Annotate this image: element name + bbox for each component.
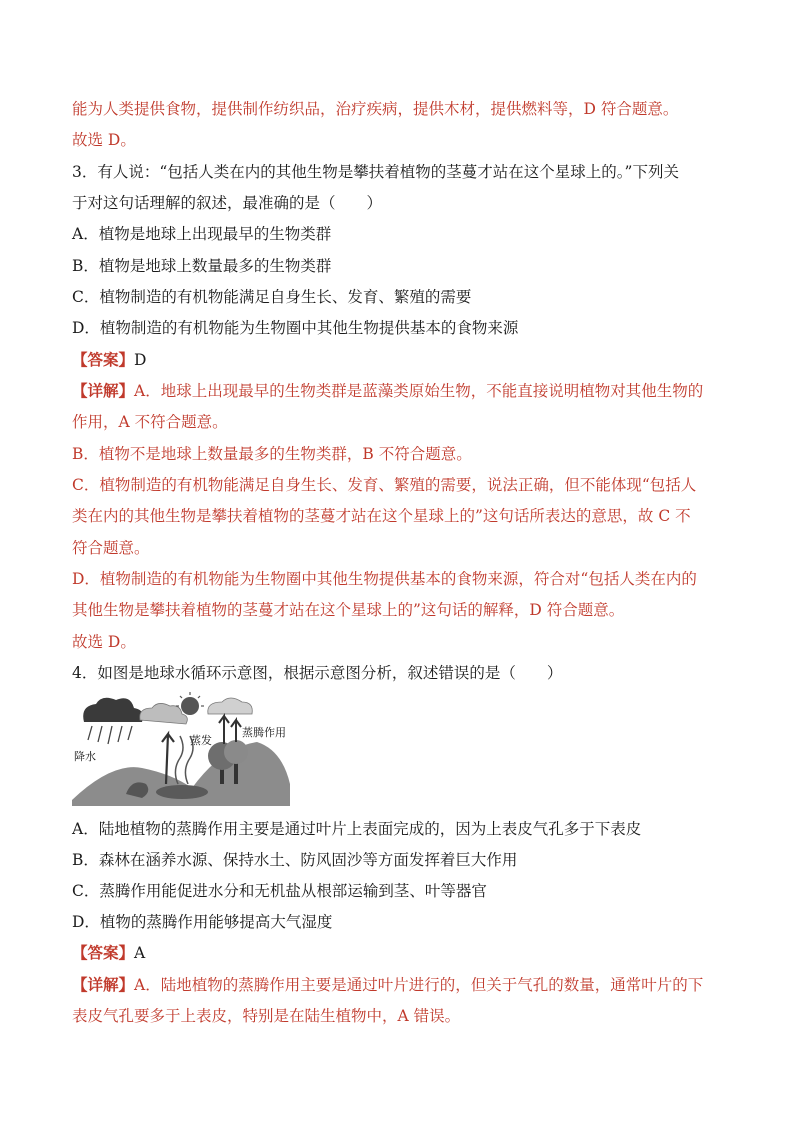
answer-tag: 【答案】 — [72, 350, 135, 369]
vapor-line-icon — [175, 736, 183, 784]
question-3-answer — [72, 350, 732, 370]
question-4-option-d: D．植物的蒸腾作用能够提高大气湿度 — [72, 913, 333, 931]
transpiration-label: 蒸腾作用 — [242, 726, 286, 739]
question-3-explain-6: 符合题意。 — [72, 539, 150, 557]
rain-cloud-icon — [83, 698, 143, 722]
question-3-explain-4: C．植物制造的有机物能满足自身生长、发育、繁殖的需要，说法正确，但不能体现“包括人 — [72, 476, 697, 494]
rain-drops-icon — [88, 726, 132, 744]
question-4-stem: 4．如图是地球水循环示意图，根据示意图分析，叙述错误的是（ ） — [72, 664, 563, 682]
question-3-option-d: D．植物制造的有机物能为生物圈中其他生物提供基本的食物来源 — [72, 319, 519, 337]
transpiration-arrow-icon-2 — [231, 720, 241, 742]
text-line-2: 故选 D。 — [72, 131, 136, 149]
answer-value-4: A — [134, 944, 146, 962]
question-3-option-b: B．植物是地球上数量最多的生物类群 — [72, 257, 332, 275]
text-line-1: 能为人类提供食物，提供制作纺织品，治疗疾病，提供木材，提供燃料等，D 符合题意。 — [72, 100, 679, 118]
question-3-explain-3: B．植物不是地球上数量最多的生物类群，B 不符合题意。 — [72, 445, 472, 463]
precipitation-label: 降水 — [74, 750, 96, 763]
explain-tag: 【详解】 — [72, 381, 135, 400]
evaporation-label: 蒸发 — [190, 734, 212, 747]
pond-shape — [156, 785, 208, 799]
question-4-answer — [72, 943, 732, 963]
question-3-explain-1 — [72, 381, 732, 401]
question-3-explain-8: 其他生物是攀扶着植物的茎蔓才站在这个星球上的”这句话的解释，D 符合题意。 — [72, 601, 625, 619]
question-3-stem-1: 3．有人说：“包括人类在内的其他生物是攀扶着植物的茎蔓才站在这个星球上的。”下列关 — [72, 163, 679, 181]
transpiration-arrow-icon — [219, 716, 229, 744]
sun-icon — [181, 697, 199, 715]
question-3-option-a: A．植物是地球上出现最早的生物类群 — [72, 225, 332, 243]
question-3-option-c: C．植物制造的有机物能满足自身生长、发育、繁殖的需要 — [72, 288, 472, 306]
question-3-explain-5: 类在内的其他生物是攀扶着植物的茎蔓才站在这个星球上的”这句话所表达的意思，故 C 不 — [72, 507, 691, 525]
question-4-explain-1 — [72, 975, 732, 995]
question-3-explain-7: D．植物制造的有机物能为生物圈中其他生物提供基本的食物来源，符合对“包括人类在内的 — [72, 570, 697, 588]
explain-text-4: A．陆地植物的蒸腾作用主要是通过叶片进行的，但关于气孔的数量，通常叶片的下 — [134, 976, 704, 994]
cloud-icon-right — [208, 698, 253, 714]
question-3-stem-2: 于对这句话理解的叙述，最准确的是（ ） — [72, 194, 383, 212]
question-4-option-b: B．森林在涵养水源、保持水土、防风固沙等方面发挥着巨大作用 — [72, 851, 518, 869]
question-3-conclusion: 故选 D。 — [72, 633, 136, 651]
answer-value: D — [134, 351, 147, 369]
question-4-explain-2: 表皮气孔要多于上表皮，特别是在陆生植物中，A 错误。 — [72, 1007, 461, 1025]
cloud-icon — [140, 703, 188, 724]
question-4-option-c: C．蒸腾作用能促进水分和无机盐从根部运输到茎、叶等器官 — [72, 882, 487, 900]
question-3-explain-2: 作用，A 不符合题意。 — [72, 413, 228, 431]
answer-tag-4: 【答案】 — [72, 943, 135, 962]
explain-tag-4: 【详解】 — [72, 975, 135, 994]
question-4-option-a: A．陆地植物的蒸腾作用主要是通过叶片上表面完成的，因为上表皮气孔多于下表皮 — [72, 820, 642, 838]
explain-text: A．地球上出现最早的生物类群是蓝藻类原始生物，不能直接说明植物对其他生物的 — [134, 382, 704, 400]
water-cycle-illustration — [72, 692, 290, 806]
water-cycle-figure — [72, 692, 290, 806]
